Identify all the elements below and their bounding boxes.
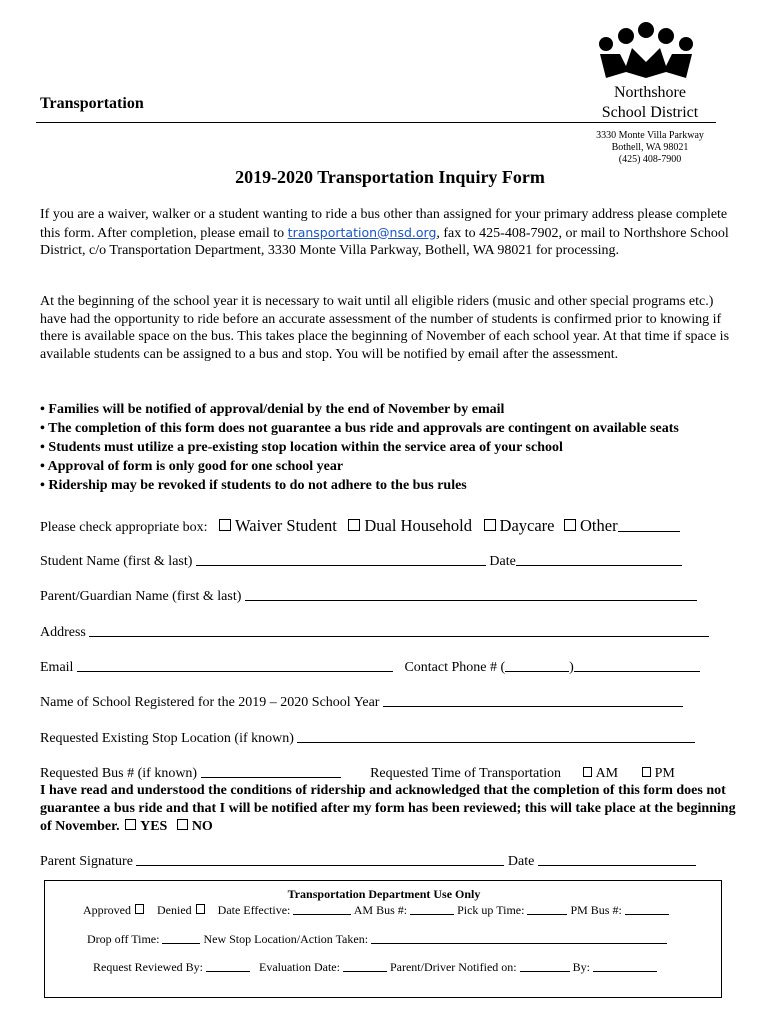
district-address-line2: Bothell, WA 98021: [611, 142, 689, 153]
signature-date-field[interactable]: [538, 853, 696, 866]
email-phone-row: [40, 659, 700, 676]
dual-household-label: Dual Household: [364, 516, 473, 535]
check-type-label: Please check appropriate box:: [40, 520, 208, 535]
evaluation-date-label: Evaluation Date:: [258, 960, 340, 974]
pick-up-label: Pick up Time:: [457, 903, 525, 917]
parent-name-field[interactable]: [245, 588, 697, 601]
by-label: By:: [572, 960, 590, 974]
address-field[interactable]: [89, 624, 709, 637]
date-field[interactable]: [516, 553, 682, 566]
form-title: 2019-2020 Transportation Inquiry Form: [235, 167, 545, 187]
am-bus-field[interactable]: [410, 904, 454, 915]
contact-phone-label: Contact Phone # (: [404, 660, 506, 675]
other-label: Other: [580, 516, 618, 535]
signature-row: [40, 853, 696, 870]
bus-number-field[interactable]: [201, 765, 341, 778]
pm-checkbox[interactable]: [642, 767, 651, 777]
date-label: Date: [489, 554, 516, 569]
drop-off-field[interactable]: [162, 933, 200, 944]
school-field[interactable]: [383, 694, 683, 707]
parent-name-label: Parent/Guardian Name (first & last): [40, 589, 242, 604]
school-row: [40, 694, 683, 711]
bullet-item: • Approval of form is only good for one school year: [40, 459, 344, 474]
by-field[interactable]: [593, 961, 657, 972]
stop-row: [40, 730, 695, 747]
approved-label: Approved: [83, 903, 131, 917]
parent-signature-field[interactable]: [136, 853, 504, 866]
bullet-item: • The completion of this form does not guarantee a bus ride and approvals are contingent on available seats: [40, 421, 679, 436]
department-title: Transportation: [40, 95, 144, 112]
bullet-item: • Families will be notified of approval/denial by the end of November by email: [40, 402, 505, 417]
district-address-line1: 3330 Monte Villa Parkway: [596, 130, 704, 141]
pm-label: PM: [654, 766, 675, 781]
waiver-student-checkbox[interactable]: [219, 519, 231, 531]
waiver-student-label: Waiver Student: [235, 516, 337, 535]
office-use-box: [44, 880, 722, 998]
daycare-label: Daycare: [499, 516, 555, 535]
bus-time-row: [40, 765, 675, 782]
office-row-3: [93, 960, 657, 975]
email-label: Email: [40, 660, 74, 675]
logo-figure-head-5: [679, 37, 693, 51]
logo-figure-head-4: [599, 37, 613, 51]
district-phone: (425) 408-7900: [618, 154, 682, 165]
intro-text-2: , fax to 425-408-7902, or mail to Northshore School District, c/o Transportation Department, 3330 Monte Villa Parkway, Bothell, WA 98021 for processing.: [40, 225, 729, 258]
logo-figure-head-1: [618, 28, 634, 44]
pm-bus-field[interactable]: [625, 904, 669, 915]
parent-row: [40, 588, 697, 605]
office-row-2: [87, 932, 667, 947]
reviewed-by-label: Request Reviewed By:: [93, 960, 203, 974]
logo-figures-body: [600, 48, 692, 78]
district-name-line2: School District: [601, 104, 699, 121]
ack-no-checkbox[interactable]: [177, 819, 188, 830]
denied-label: Denied: [157, 903, 192, 917]
time-label: Requested Time of Transportation: [370, 766, 562, 781]
intro-paragraph: [40, 206, 740, 260]
student-name-label: Student Name (first & last): [40, 554, 193, 569]
am-bus-label: AM Bus #:: [353, 903, 408, 917]
email-field[interactable]: [77, 659, 393, 672]
phone-number-field[interactable]: [574, 659, 700, 672]
evaluation-date-field[interactable]: [343, 961, 387, 972]
check-type-row: [40, 516, 680, 536]
phone-area-code-field[interactable]: [505, 659, 569, 672]
new-stop-field[interactable]: [371, 933, 667, 944]
office-use-title: Transportation Department Use Only: [287, 887, 481, 901]
am-label: AM: [595, 766, 619, 781]
reviewed-by-field[interactable]: [206, 961, 250, 972]
denied-checkbox[interactable]: [196, 904, 205, 914]
email-link[interactable]: transportation@nsd.org: [287, 224, 437, 240]
student-name-field[interactable]: [196, 553, 486, 566]
ack-yes-checkbox[interactable]: [125, 819, 136, 830]
office-row-1: [83, 903, 669, 918]
stop-location-label: Requested Existing Stop Location (if known): [40, 731, 294, 746]
assessment-paragraph: At the beginning of the school year it is necessary to wait until all eligible riders (music and other special programs etc.) have had the opportunity to ride before an accurate assessment of the number of students is confirmed prior to knowing if there is available space on the bus. This takes place the beginning of November of each school year. At that time if space is available students can be assigned to a bus and stop. You will be notified by email after the assessment.: [40, 294, 730, 362]
address-row: [40, 624, 709, 641]
acknowledgement-text: I have read and understood the conditions of ridership and acknowledged that the completion of this form does not guarantee a bus ride and that I will be notified after my form has been reviewed; this will take place at the beginning of November. YES NO: [40, 783, 736, 834]
parent-notified-label: Parent/Driver Notified on:: [389, 960, 517, 974]
drop-off-label: Drop off Time:: [87, 932, 160, 946]
other-checkbox[interactable]: [564, 519, 576, 531]
student-row: [40, 553, 682, 570]
logo-figure-head-3: [658, 28, 674, 44]
intro-text-1: If you are a waiver, walker or a student wanting to ride a bus other than assigned for your primary address please complete this form. After completion, please email to: [40, 207, 728, 241]
signature-date-label: Date: [507, 854, 535, 869]
date-effective-label: Date Effective:: [217, 903, 291, 917]
parent-notified-field[interactable]: [520, 961, 570, 972]
ack-no-label: NO: [191, 819, 213, 834]
bullet-item: • Students must utilize a pre-existing stop location within the service area of your school: [40, 440, 563, 455]
policy-bullets: [40, 400, 760, 495]
school-label: Name of School Registered for the 2019 – 2020 School Year: [40, 695, 380, 710]
logo-figure-head-2: [638, 22, 654, 38]
header-rule: [36, 122, 716, 123]
new-stop-label: New Stop Location/Action Taken:: [203, 932, 369, 946]
daycare-checkbox[interactable]: [484, 519, 496, 531]
district-name-line1: Northshore: [614, 84, 686, 101]
other-field[interactable]: [618, 519, 680, 532]
bullet-item: • Ridership may be revoked if students to do not adhere to the bus rules: [40, 478, 467, 493]
pm-bus-label: PM Bus #:: [570, 903, 622, 917]
approved-checkbox[interactable]: [135, 904, 144, 914]
date-effective-field[interactable]: [293, 904, 351, 915]
ack-yes-label: YES: [140, 819, 168, 834]
bus-number-label: Requested Bus # (if known): [40, 766, 198, 781]
parent-signature-label: Parent Signature: [40, 854, 133, 869]
district-logo: [596, 22, 696, 80]
am-checkbox[interactable]: [583, 767, 592, 777]
dual-household-checkbox[interactable]: [348, 519, 360, 531]
contact-phone-close: ): [569, 660, 574, 675]
stop-location-field[interactable]: [297, 730, 695, 743]
pick-up-field[interactable]: [527, 904, 567, 915]
address-label: Address: [40, 625, 86, 640]
